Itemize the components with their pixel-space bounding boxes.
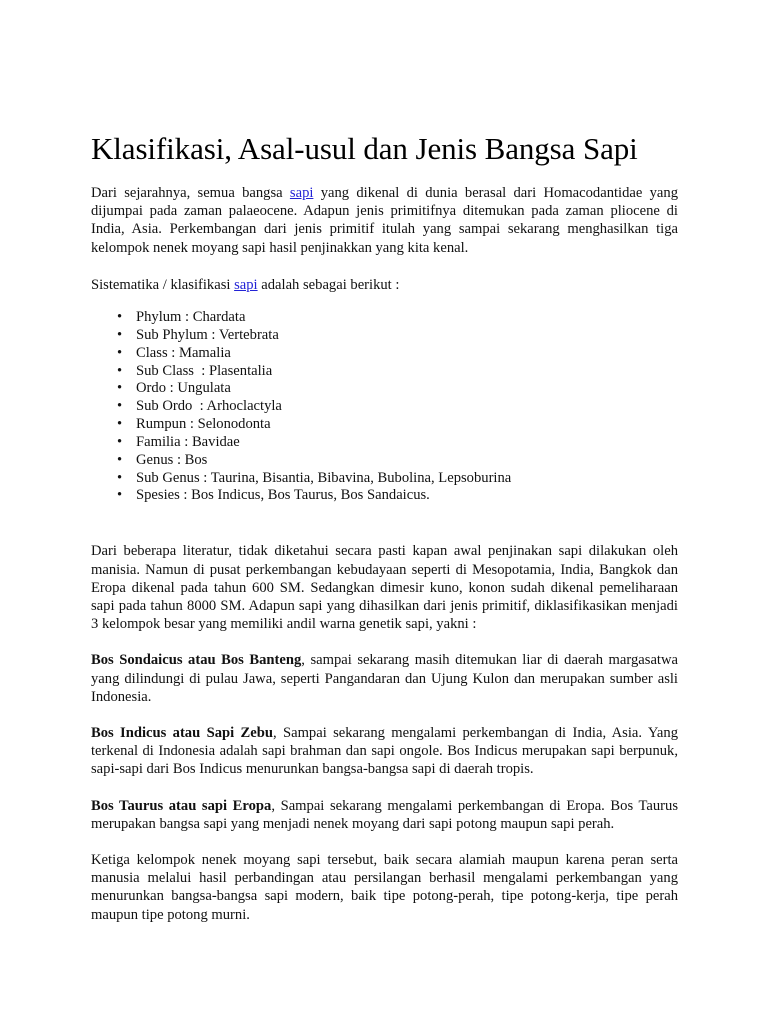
taxonomy-sub-class: Sub Class : Plasentalia	[136, 362, 273, 379]
sapi-link-2[interactable]: sapi	[234, 276, 258, 293]
bullet-icon: •	[117, 469, 123, 486]
taxonomy-ordo: Ordo : Ungulata	[136, 380, 231, 397]
bos-sondaicus-heading: Bos Sondaicus atau Bos Banteng	[91, 652, 302, 669]
bullet-icon: •	[117, 326, 123, 343]
taxonomy-sub-genus: Sub Genus : Taurina, Bisantia, Bibavina, Bubolina, Lepsoburina	[136, 469, 512, 486]
list-item	[91, 434, 678, 452]
document-title: Klasifikasi, Asal-usul dan Jenis Bangsa Sapi	[91, 131, 638, 166]
bos-sondaicus-paragraph	[91, 651, 678, 706]
sapi-link[interactable]: sapi	[289, 185, 314, 201]
systematics-text-end: adalah sebagai berikut :	[257, 276, 400, 293]
bos-indicus-heading: Bos Indicus atau Sapi Zebu	[91, 724, 273, 741]
taxonomy-sub-phylum: Sub Phylum : Vertebrata	[136, 326, 279, 343]
taxonomy-class: Class : Mamalia	[136, 344, 231, 361]
bullet-icon: •	[117, 309, 123, 326]
list-item	[91, 345, 678, 363]
taxonomy-sub-ordo: Sub Ordo : Arhoclactyla	[136, 398, 282, 415]
document-page	[91, 130, 678, 924]
taxonomy-phylum: Phylum : Chardata	[136, 309, 246, 326]
bos-indicus-text: , Sampai sekarang mengalami perkembangan di India, Asia. Yang terkenal di Indonesia adalah sapi brahman dan sapi ongole. Bos Indicus merupakan sapi berpunuk, sapi-sapi dari Bos Indicus menurunkan bangsa-bangsa sapi di daerah tropis.	[91, 724, 678, 778]
intro-text-start: Dari sejarahnya, semua bangsa	[91, 185, 290, 201]
bullet-icon: •	[117, 380, 123, 397]
list-item	[91, 416, 678, 434]
taxonomy-genus: Genus : Bos	[136, 451, 208, 468]
bullet-icon: •	[117, 362, 123, 379]
bullet-icon: •	[117, 433, 123, 450]
bos-taurus-paragraph	[91, 797, 678, 833]
taxonomy-spesies: Spesies : Bos Indicus, Bos Taurus, Bos Sandaicus.	[136, 487, 430, 504]
literature-paragraph: Dari beberapa literatur, tidak diketahui secara pasti kapan awal penjinakan sapi dilakukan oleh manisia. Namun di pusat perkembangan kebudayaan seperti di Mesopotamia, India, Bangkok dan Eropa dikenal pada tahun 600 SM. Sedangkan dimesir kuno, konon sudah dikenal pemeliharaan sapi pada tahun 8000 SM. Adapun sapi yang dihasilkan dari jenis primitif, diklasifikasikan menjadi 3 kelompok besar yang memiliki andil warna genetik sapi, yakni :	[91, 543, 678, 633]
list-item	[91, 487, 678, 505]
bullet-icon: •	[117, 416, 123, 433]
list-item	[91, 309, 678, 327]
bos-taurus-text: , Sampai sekarang mengalami perkembangan di Eropa. Bos Taurus merupakan bangsa sapi yang menjadi nenek moyang dari sapi potong maupun sapi perah.	[91, 797, 678, 832]
bos-taurus-heading: Bos Taurus atau sapi Eropa	[91, 797, 272, 814]
systematics-paragraph	[91, 276, 678, 294]
list-item	[91, 398, 678, 416]
intro-paragraph	[91, 184, 678, 257]
bullet-icon: •	[117, 344, 123, 361]
list-item	[91, 327, 678, 345]
intro-text-end: yang dikenal di dunia berasal dari Homacodantidae yang dijumpai pada zaman palaeocene. Adapun jenis primitifnya ditemukan pada zaman pliocene di India, Asia. Perkembangan dari jenis primitif itulah yang sampai sekarang menghasilkan tiga kelompok nenek moyang sapi hasil penjinakkan yang kita kenal.	[91, 185, 678, 256]
taxonomy-familia: Familia : Bavidae	[136, 433, 240, 450]
list-item	[91, 363, 678, 381]
list-item	[91, 380, 678, 398]
list-item	[91, 470, 678, 488]
bos-indicus-paragraph	[91, 724, 678, 779]
bullet-icon: •	[117, 487, 123, 504]
systematics-text-start: Sistematika / klasifikasi	[91, 276, 235, 293]
closing-paragraph: Ketiga kelompok nenek moyang sapi tersebut, baik secara alamiah maupun karena peran serta manusia melalui hasil perbandingan atau persilangan berhasil mengalami perkembangan yang menurunkan bangsa-bangsa sapi modern, baik tipe potong-perah, tipe potong-kerja, tipe perah maupun tipe potong murni.	[91, 851, 678, 923]
bos-sondaicus-text: , sampai sekarang masih ditemukan liar di daerah margasatwa yang dilindungi di pulau Jawa, seperti Pangandaran dan Ujung Kulon dan merupakan sumber asli Indonesia.	[91, 652, 678, 705]
list-item	[91, 452, 678, 470]
bullet-icon: •	[117, 398, 123, 415]
taxonomy-list	[91, 309, 678, 505]
bullet-icon: •	[117, 451, 123, 468]
taxonomy-rumpun: Rumpun : Selonodonta	[136, 416, 271, 433]
